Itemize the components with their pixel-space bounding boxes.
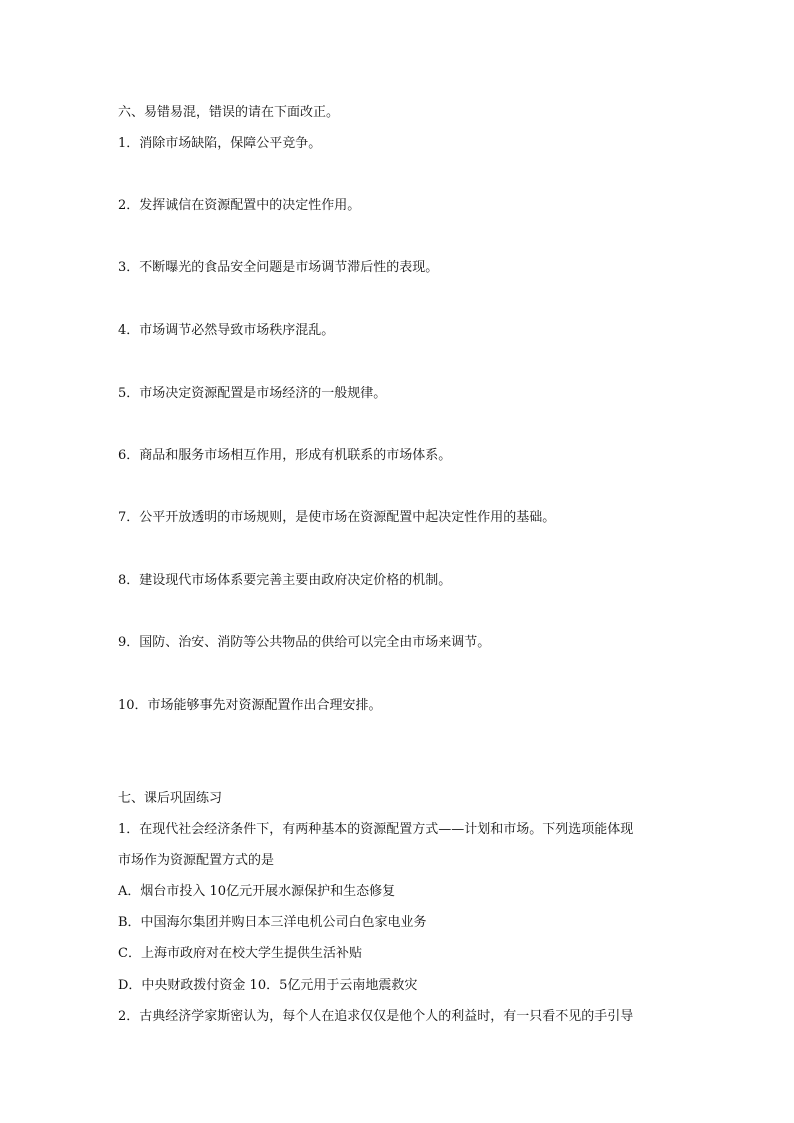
list-item-6-1: 1．消除市场缺陷，保障公平竞争。 — [118, 136, 322, 151]
section-6-heading: 六、易错易混，错误的请在下面改正。 — [118, 105, 340, 120]
list-item-6-9: 9．国防、治安、消防等公共物品的供给可以完全由市场来调节。 — [118, 635, 491, 650]
section-7-heading: 七、课后巩固练习 — [118, 791, 223, 806]
question-1-option-a: A．烟台市投入 10亿元开展水源保护和生态修复 — [118, 884, 396, 899]
question-1-stem-line-2: 市场作为资源配置方式的是 — [118, 853, 275, 868]
question-1-stem-line-1: 1．在现代社会经济条件下，有两种基本的资源配置方式——计划和市场。下列选项能体现 — [118, 822, 634, 837]
list-item-6-7: 7．公平开放透明的市场规则，是使市场在资源配置中起决定性作用的基础。 — [118, 510, 556, 525]
list-item-6-10: 10．市场能够事先对资源配置作出合理安排。 — [118, 698, 382, 713]
question-1-option-c: C．上海市政府对在校大学生提供生活补贴 — [118, 946, 362, 961]
question-1-option-b: B．中国海尔集团并购日本三洋电机公司白色家电业务 — [118, 915, 427, 930]
list-item-6-8: 8．建设现代市场体系要完善主要由政府决定价格的机制。 — [118, 573, 452, 588]
list-item-6-3: 3．不断曝光的食品安全问题是市场调节滞后性的表现。 — [118, 260, 439, 275]
list-item-6-4: 4．市场调节必然导致市场秩序混乱。 — [118, 323, 335, 338]
question-2-stem-line-1: 2．古典经济学家斯密认为，每个人在追求仅仅是他个人的利益时，有一只看不见的手引导 — [118, 1009, 634, 1024]
list-item-6-6: 6．商品和服务市场相互作用，形成有机联系的市场体系。 — [118, 448, 452, 463]
list-item-6-2: 2．发挥诚信在资源配置中的决定性作用。 — [118, 198, 361, 213]
list-item-6-5: 5．市场决定资源配置是市场经济的一般规律。 — [118, 386, 387, 401]
question-1-option-d: D．中央财政拨付资金 10．5亿元用于云南地震救灾 — [118, 978, 418, 993]
